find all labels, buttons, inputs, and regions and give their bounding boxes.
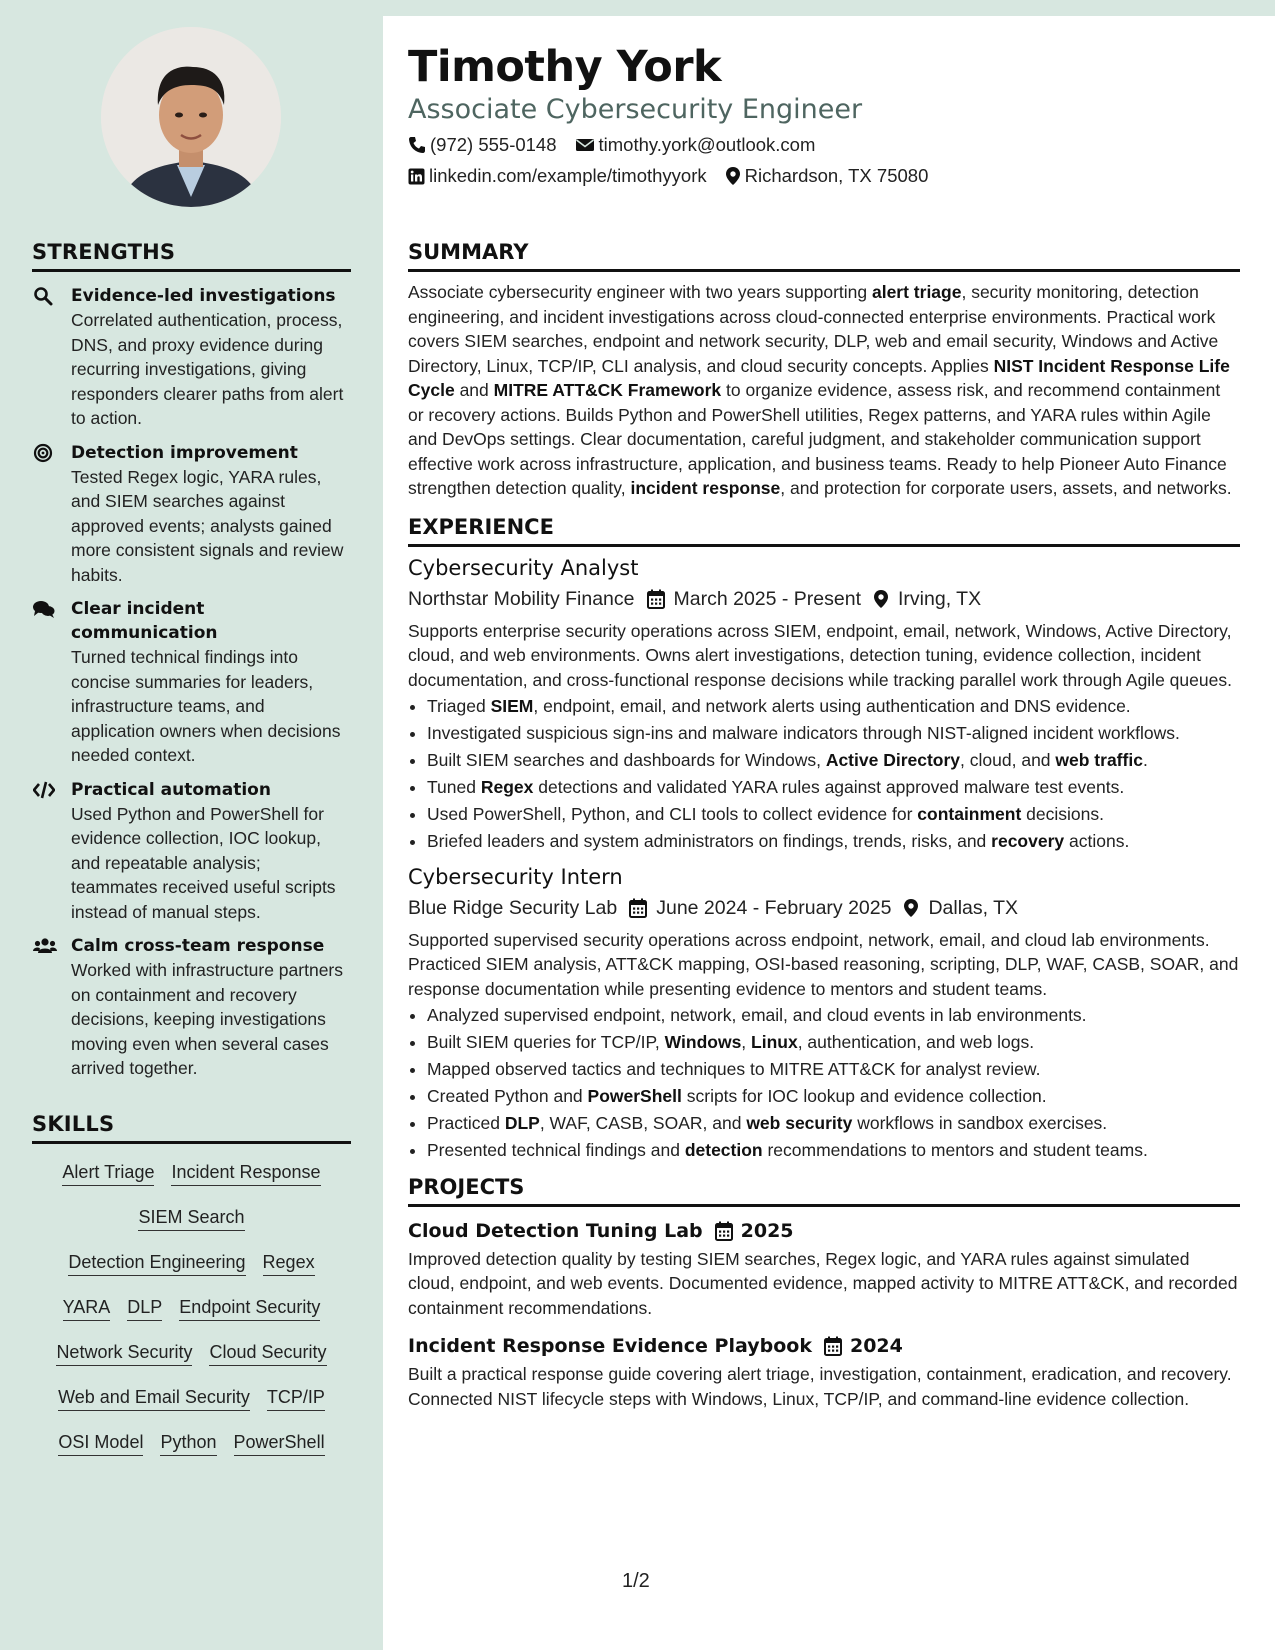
bullet-bold: DLP bbox=[504, 1113, 540, 1133]
bullet-part: , WAF, CASB, SOAR, and bbox=[539, 1113, 747, 1133]
candidate-name: Timothy York bbox=[408, 42, 722, 92]
strength-item bbox=[32, 934, 351, 1081]
skill-chip: Cloud Security bbox=[209, 1334, 326, 1366]
skill-chip: YARA bbox=[63, 1289, 111, 1321]
job-company: Blue Ridge Security Lab bbox=[408, 896, 618, 919]
page-number: 1/2 bbox=[622, 1570, 650, 1592]
bullet-bold: web security bbox=[746, 1113, 853, 1133]
skill-chip: SIEM Search bbox=[138, 1199, 244, 1231]
strength-desc: Used Python and PowerShell for evidence collection, IOC lookup, and repeatable analysis; teammates received useful scripts instead of manual steps. bbox=[71, 803, 336, 922]
skill-chip: PowerShell bbox=[234, 1424, 325, 1456]
bullet-bold: Linux bbox=[751, 1032, 798, 1052]
summary-bold: NIST Incident Response Life Cycle bbox=[408, 355, 1230, 400]
job-description: Supports enterprise security operations across SIEM, endpoint, email, network, Windows, Active Directory, cloud, and web environments. Owns alert investigations, detection tuning, evidence collection, incident documentation, and cross-functional response decisions while tracking parallel work through Agile queues. bbox=[408, 620, 1232, 690]
bullet-bold: Windows bbox=[664, 1032, 742, 1052]
code-icon bbox=[33, 780, 55, 800]
list-item bbox=[427, 721, 1240, 746]
strength-title: Detection improvement bbox=[71, 442, 298, 463]
bullet-part: Triaged bbox=[427, 696, 491, 716]
summary-part: , and protection for corporate users, assets, and networks. bbox=[780, 478, 1232, 498]
bullet-part: , cloud, and bbox=[960, 750, 1056, 770]
strength-title: Practical automation bbox=[71, 779, 271, 800]
bullet-bold: recovery bbox=[991, 831, 1065, 851]
contact-row bbox=[408, 165, 928, 187]
bullet-part: Used PowerShell, Python, and CLI tools to collect evidence for bbox=[427, 804, 918, 824]
email-icon bbox=[575, 137, 595, 153]
bullet-part: Built SIEM queries for TCP/IP, bbox=[427, 1032, 665, 1052]
skill-chip: OSI Model bbox=[58, 1424, 143, 1456]
location-pin-icon bbox=[725, 166, 741, 186]
project-title-row bbox=[408, 1332, 1240, 1360]
bullet-part: , bbox=[741, 1032, 752, 1052]
calendar-icon bbox=[635, 589, 674, 609]
top-accent-bar bbox=[383, 0, 1275, 16]
phone-icon bbox=[408, 136, 426, 154]
phone-text: (972) 555-0148 bbox=[430, 134, 557, 155]
job-bullets bbox=[408, 694, 1240, 854]
calendar-icon bbox=[812, 1336, 850, 1356]
summary-part: and bbox=[454, 380, 494, 400]
strength-item bbox=[32, 441, 351, 588]
bullet-part: , endpoint, email, and network alerts using authentication and DNS evidence. bbox=[533, 696, 1131, 716]
bullet-part: decisions. bbox=[1021, 804, 1104, 824]
summary-bold: MITRE ATT&CK Framework bbox=[493, 380, 722, 400]
job-title: Cybersecurity Analyst bbox=[408, 555, 639, 580]
search-icon bbox=[33, 286, 55, 306]
skill-chip: Incident Response bbox=[171, 1154, 320, 1186]
job-meta bbox=[408, 585, 1240, 613]
skill-chip: Detection Engineering bbox=[68, 1244, 245, 1276]
bullet-part: Investigated suspicious sign-ins and malware indicators through NIST-aligned incident workflows. bbox=[427, 723, 1180, 743]
list-item bbox=[427, 802, 1240, 827]
list-item bbox=[427, 1057, 1240, 1082]
list-item bbox=[427, 1111, 1240, 1136]
calendar-icon bbox=[703, 1221, 741, 1241]
project-description: Built a practical response guide covering alert triage, investigation, containment, eradication, and recovery. Connected NIST lifecycle steps with Windows, Linux, TCP/IP, and command-line evidence collection. bbox=[408, 1364, 1232, 1409]
job-dates: June 2024 - February 2025 bbox=[656, 896, 892, 919]
bullet-bold: containment bbox=[917, 804, 1022, 824]
bullet-part: Briefed leaders and system administrators on findings, trends, risks, and bbox=[427, 831, 992, 851]
job-entry bbox=[408, 862, 1240, 1163]
main-content bbox=[408, 240, 1240, 1411]
skill-chip: Regex bbox=[263, 1244, 315, 1276]
list-item bbox=[427, 1138, 1240, 1163]
summary-bold: incident response bbox=[630, 478, 781, 498]
bullet-part: Mapped observed tactics and techniques to MITRE ATT&CK for analyst review. bbox=[427, 1059, 1041, 1079]
job-entry bbox=[408, 553, 1240, 854]
summary-bold: alert triage bbox=[871, 282, 962, 302]
target-icon bbox=[33, 443, 55, 463]
list-item bbox=[427, 829, 1240, 854]
bullet-bold: detection bbox=[684, 1140, 763, 1160]
project-title-row bbox=[408, 1217, 1240, 1245]
bullet-part: . bbox=[1142, 750, 1148, 770]
job-bullets bbox=[408, 1003, 1240, 1163]
strength-title: Evidence-led investigations bbox=[71, 286, 336, 306]
skills-section bbox=[32, 1112, 351, 1469]
bullet-part: scripts for IOC lookup and evidence collection. bbox=[681, 1086, 1047, 1106]
job-company: Northstar Mobility Finance bbox=[408, 587, 635, 610]
job-title: Cybersecurity Intern bbox=[408, 864, 623, 889]
experience-title: EXPERIENCE bbox=[408, 515, 1240, 547]
summary-title: SUMMARY bbox=[408, 240, 1240, 272]
skill-chip: Alert Triage bbox=[62, 1154, 154, 1186]
bullet-part: Practiced bbox=[427, 1113, 505, 1133]
users-icon bbox=[33, 936, 55, 956]
bullet-part: detections and validated YARA rules against approved malware test events. bbox=[533, 777, 1125, 797]
location-pin-icon bbox=[891, 898, 928, 918]
project-year: 2025 bbox=[740, 1219, 794, 1242]
job-location: Irving, TX bbox=[898, 587, 982, 610]
skills-title: SKILLS bbox=[32, 1112, 351, 1144]
strength-item bbox=[32, 597, 351, 768]
email-text[interactable]: timothy.york@outlook.com bbox=[598, 134, 816, 155]
bullet-part: recommendations to mentors and student teams. bbox=[762, 1140, 1148, 1160]
strength-desc: Correlated authentication, process, DNS, and proxy evidence during recurring investigations, giving responders clearer paths from alert to action. bbox=[71, 310, 344, 428]
project-entry bbox=[408, 1217, 1240, 1321]
job-location: Dallas, TX bbox=[928, 896, 1019, 919]
project-description: Improved detection quality by testing SIEM searches, Regex logic, and YARA rules against simulated cloud, endpoint, and web events. Documented evidence, mapped activity to MITRE ATT&CK, and recorded containment recommendations. bbox=[408, 1248, 1238, 1318]
contact-email bbox=[575, 134, 816, 156]
strength-title: Clear incident communication bbox=[71, 599, 218, 643]
job-description: Supported supervised security operations across endpoint, network, email, and cloud lab environments. Practiced SIEM analysis, ATT&CK mapping, OSI-based reasoning, scripting, DLP, WAF, CASB, SOAR, and response documentation while presenting evidence to mentors and student teams. bbox=[408, 929, 1239, 999]
bullet-bold: Regex bbox=[480, 777, 534, 797]
job-dates: March 2025 - Present bbox=[673, 587, 862, 610]
bullet-bold: PowerShell bbox=[587, 1086, 682, 1106]
strengths-section bbox=[32, 240, 351, 1081]
bullet-part: actions. bbox=[1064, 831, 1130, 851]
project-entry bbox=[408, 1332, 1240, 1411]
location-pin-icon bbox=[861, 589, 898, 609]
bullet-bold: SIEM bbox=[490, 696, 534, 716]
skill-chip: Web and Email Security bbox=[58, 1379, 250, 1411]
strength-title: Calm cross-team response bbox=[71, 936, 325, 956]
list-item bbox=[427, 1084, 1240, 1109]
linkedin-text[interactable]: linkedin.com/example/timothyyork bbox=[429, 165, 707, 186]
list-item bbox=[427, 694, 1240, 719]
bullet-part: Presented technical findings and bbox=[427, 1140, 685, 1160]
location-text: Richardson, TX 75080 bbox=[744, 165, 929, 186]
summary-part: to organize evidence, assess risk, and recommend containment or recovery actions. Builds Python and PowerShell utilities, Regex patterns, and YARA rules within Agile and DevOps settings. Clear documentation, careful judgment, and stakeholder communication support effective work across infrastructure, application, and business teams. Ready to help Pioneer Auto Finance strengthen detection quality, bbox=[408, 380, 1227, 498]
bullet-bold: web traffic bbox=[1055, 750, 1143, 770]
summary-part: , security monitoring, detection engineering, and incident investigations across cloud-connected enterprise environments. Practical work covers SIEM searches, endpoint and network security, DLP, web and email security, Windows and Active Directory, Linux, TCP/IP, CLI analysis, and cloud security concepts. Applies bbox=[408, 282, 1219, 376]
bullet-part: Created Python and bbox=[427, 1086, 588, 1106]
skill-chip: Endpoint Security bbox=[179, 1289, 320, 1321]
linkedin-icon bbox=[408, 168, 425, 185]
summary-part: Associate cybersecurity engineer with two years supporting bbox=[408, 282, 872, 302]
contact-location bbox=[725, 165, 929, 187]
list-item bbox=[427, 1003, 1240, 1028]
strengths-title: STRENGTHS bbox=[32, 240, 351, 272]
profile-photo bbox=[101, 27, 281, 207]
strength-desc: Turned technical findings into concise summaries for leaders, infrastructure teams, and application owners when decisions needed context. bbox=[71, 647, 341, 765]
skill-chip: Python bbox=[160, 1424, 216, 1456]
contact-linkedin bbox=[408, 165, 707, 187]
contact-row bbox=[408, 134, 815, 156]
skill-chip: Network Security bbox=[56, 1334, 192, 1366]
strength-item bbox=[32, 778, 351, 925]
skill-chip: TCP/IP bbox=[267, 1379, 325, 1411]
bullet-part: Tuned bbox=[427, 777, 481, 797]
project-title: Cloud Detection Tuning Lab bbox=[408, 1219, 703, 1242]
bullet-part: Analyzed supervised endpoint, network, email, and cloud events in lab environments. bbox=[427, 1005, 1087, 1025]
list-item bbox=[427, 748, 1240, 773]
bullet-part: , authentication, and web logs. bbox=[797, 1032, 1035, 1052]
strength-desc: Tested Regex logic, YARA rules, and SIEM searches against approved events; analysts gained more consistent signals and review habits. bbox=[71, 466, 344, 585]
bullet-bold: Active Directory bbox=[825, 750, 961, 770]
skills-list bbox=[32, 1154, 351, 1469]
strength-item bbox=[32, 284, 351, 431]
project-title: Incident Response Evidence Playbook bbox=[408, 1335, 812, 1357]
list-item bbox=[427, 1030, 1240, 1055]
calendar-icon bbox=[617, 898, 656, 918]
bullet-part: workflows in sandbox exercises. bbox=[852, 1113, 1108, 1133]
project-year: 2024 bbox=[849, 1335, 903, 1357]
list-item bbox=[427, 775, 1240, 800]
bullet-part: Built SIEM searches and dashboards for Windows, bbox=[427, 750, 826, 770]
strength-desc: Worked with infrastructure partners on containment and recovery decisions, keeping investigations moving even when several cases arrived together. bbox=[71, 960, 344, 1078]
skill-chip: DLP bbox=[127, 1289, 162, 1321]
candidate-role: Associate Cybersecurity Engineer bbox=[408, 94, 863, 125]
job-meta bbox=[408, 894, 1240, 922]
contact-phone bbox=[408, 134, 557, 156]
summary-text bbox=[408, 280, 1240, 501]
projects-title: PROJECTS bbox=[408, 1175, 1240, 1207]
comments-icon bbox=[33, 599, 55, 619]
